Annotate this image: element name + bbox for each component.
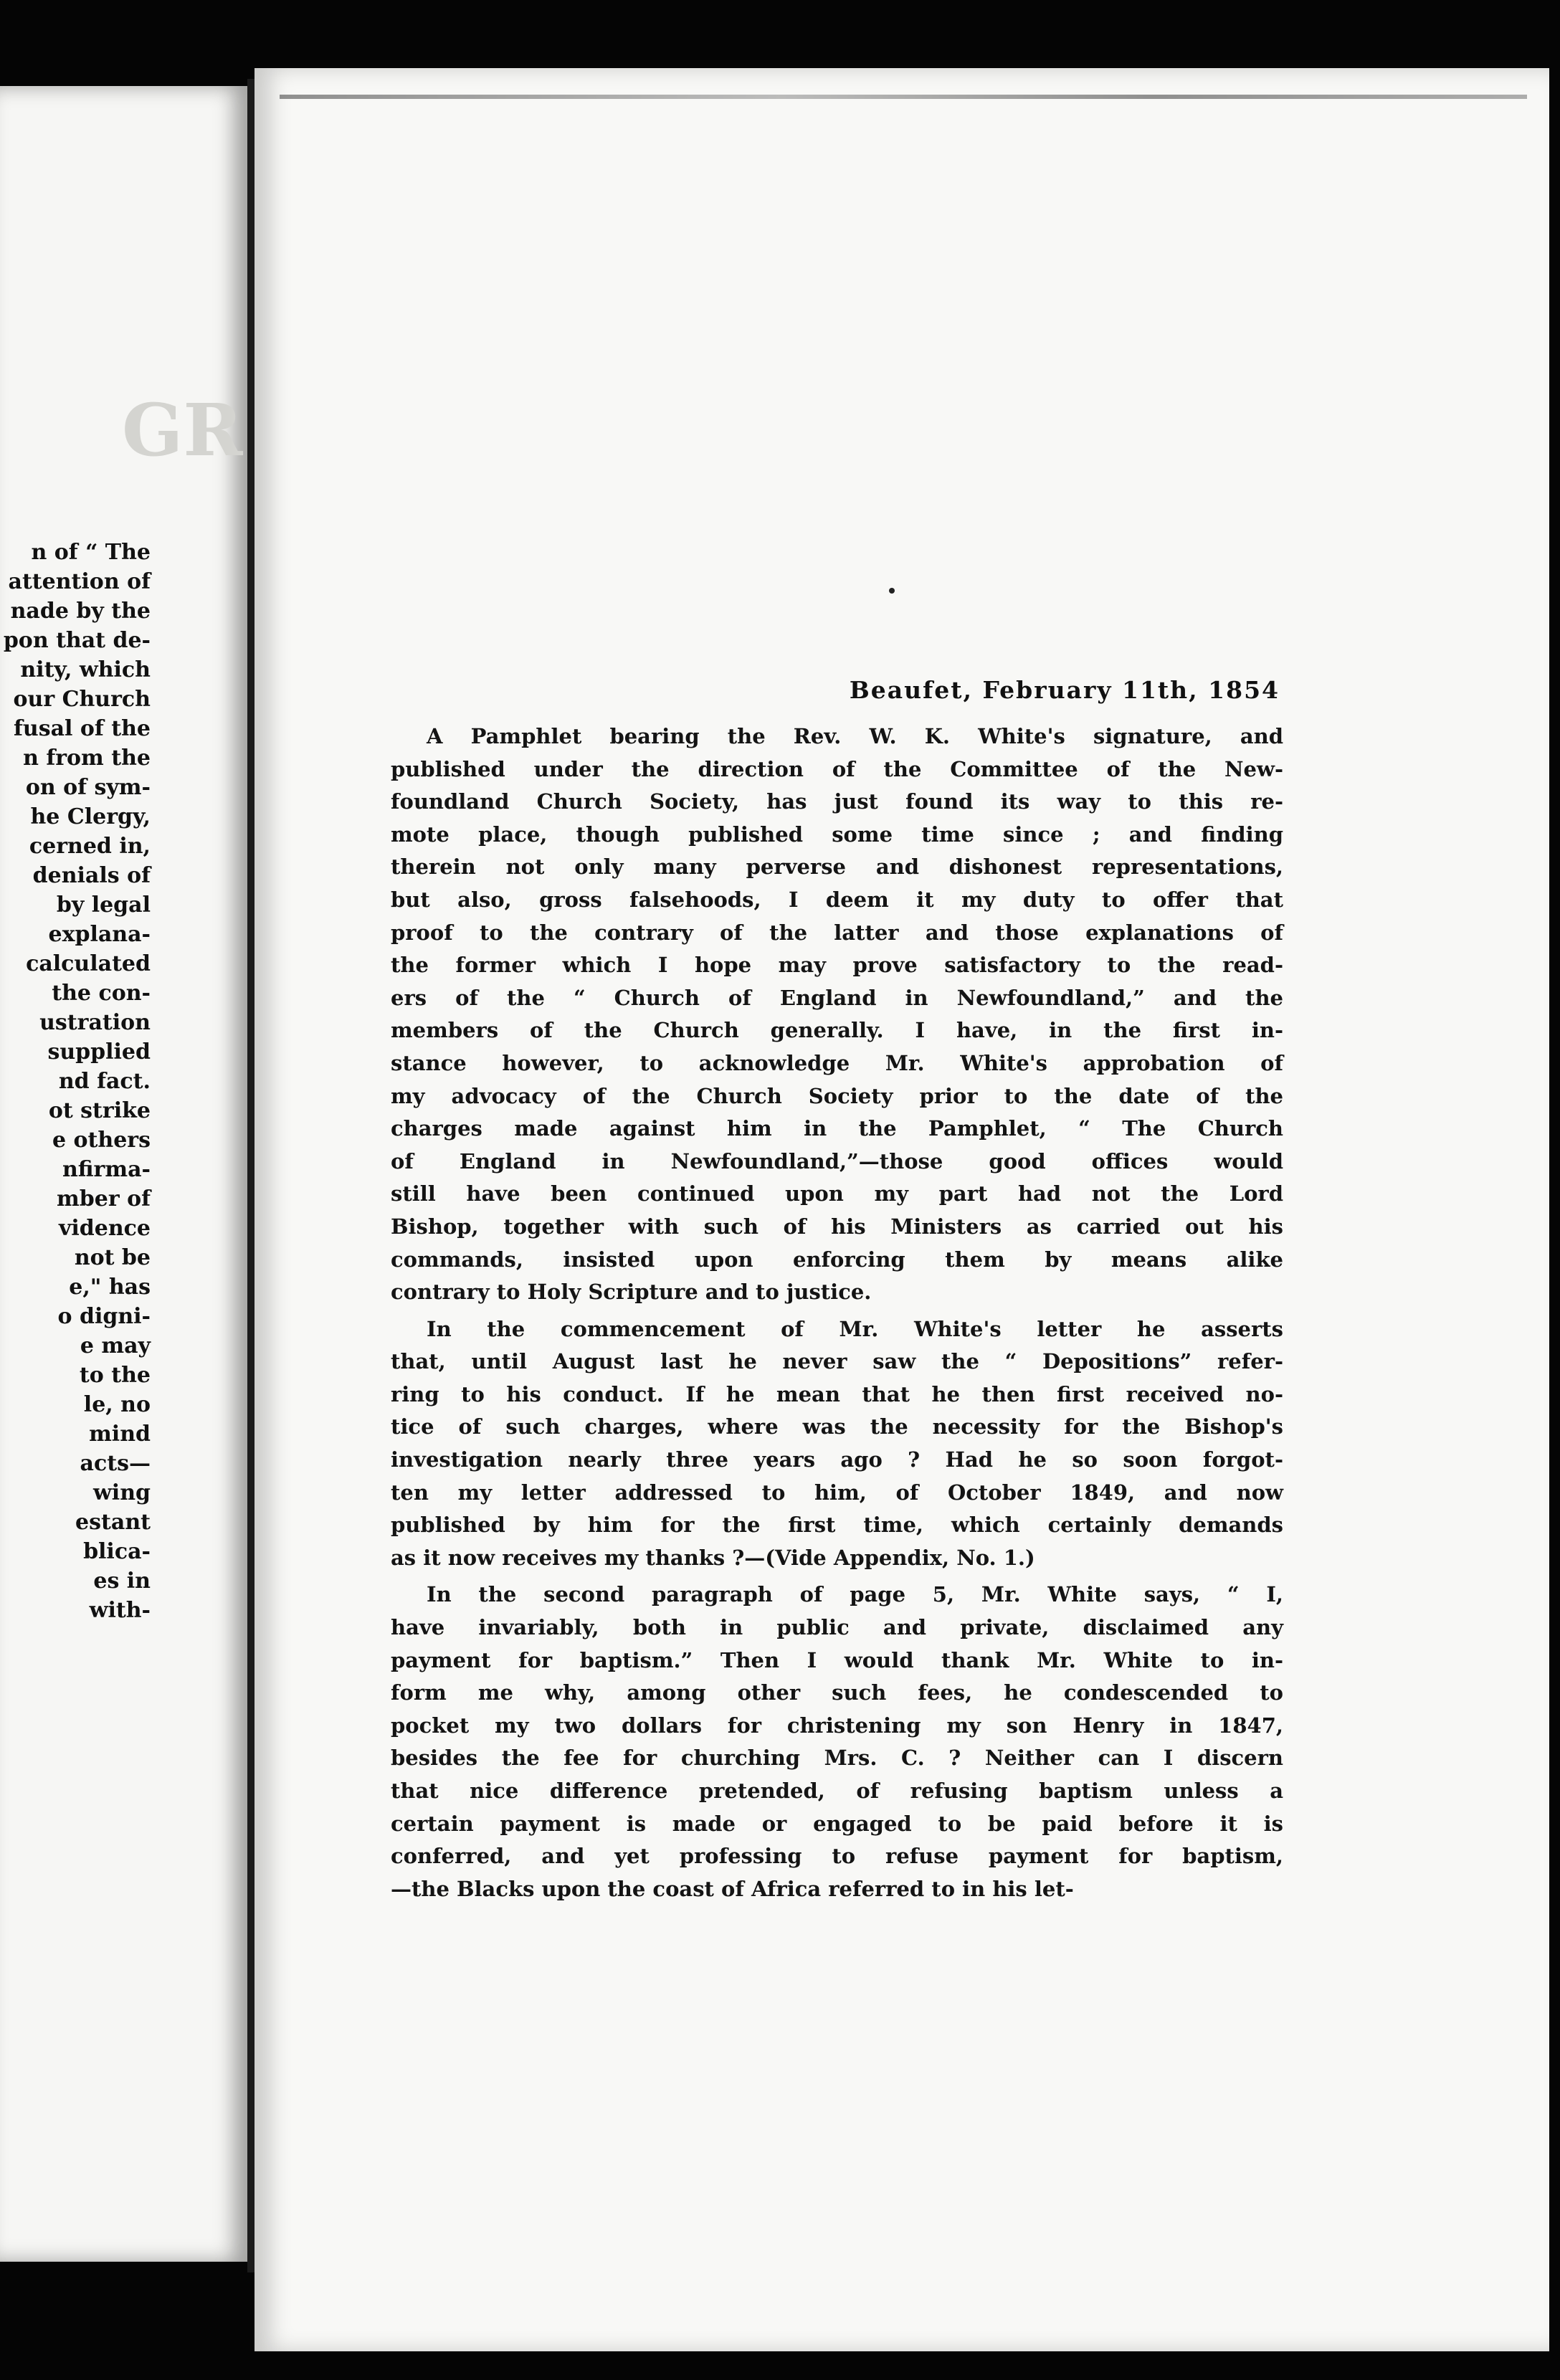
book-gutter <box>247 79 255 2272</box>
text-line: A Pamphlet bearing the Rev. W. K. White's signature, and <box>427 724 1283 748</box>
left-page-fragment: vidence <box>58 1216 151 1241</box>
left-page-fragment: attention of <box>8 569 151 594</box>
text-line: proof to the contrary of the latter and those explanations of <box>391 920 1283 945</box>
left-page-fragment: n of “ The <box>31 540 151 565</box>
text-line: published under the direction of the Committee of the New- <box>391 756 1283 781</box>
left-page-fragment: the con- <box>52 981 151 1006</box>
text-line: payment for baptism.” Then I would thank Mr. White to in- <box>391 1647 1283 1672</box>
paragraph <box>391 1313 1283 1575</box>
faint-show-through-heading: GR <box>122 388 243 472</box>
text-line: ers of the “ Church of England in Newfoundland,” and the <box>391 985 1283 1010</box>
left-page-fragment: e," has <box>69 1275 151 1300</box>
left-page-fragment: cerned in, <box>29 834 151 859</box>
left-page-fragment: not be <box>74 1245 151 1270</box>
left-page-fragment: acts— <box>80 1451 151 1476</box>
text-line: In the commencement of Mr. White's letter he asserts <box>427 1316 1283 1341</box>
left-page-fragment: nfirma- <box>62 1157 151 1182</box>
left-page-fragment: es in <box>93 1569 151 1594</box>
text-line: have invariably, both in public and private, disclaimed any <box>391 1615 1283 1640</box>
text-line: therein not only many perverse and dishonest representations, <box>391 855 1283 880</box>
text-line: of England in Newfoundland,”—those good offices would <box>391 1148 1283 1174</box>
left-page-fragment: wing <box>92 1480 151 1505</box>
body-text <box>391 720 1283 1905</box>
paragraph <box>391 1579 1283 1905</box>
text-line: conferred, and yet professing to refuse payment for baptism, <box>391 1844 1283 1869</box>
text-line: that, until August last he never saw the “ Depositions” refer- <box>391 1349 1283 1374</box>
left-page-fragment: denials of <box>32 863 151 888</box>
left-page-fragment: nade by the <box>10 599 151 624</box>
text-line: members of the Church generally. I have, in the first in- <box>391 1018 1283 1043</box>
text-line: tice of such charges, where was the necessity for the Bishop's <box>391 1414 1283 1439</box>
text-line: certain payment is made or engaged to be paid before it is <box>391 1811 1283 1836</box>
text-line: Bishop, together with such of his Ministers as carried out his <box>391 1214 1283 1239</box>
left-page-fragment: explana- <box>48 922 151 947</box>
left-page-fragment: ustration <box>39 1010 151 1035</box>
text-line: pocket my two dollars for christening my son Henry in 1847, <box>391 1713 1283 1738</box>
left-page-fragment: calculated <box>26 951 151 976</box>
left-page-fragment: le, no <box>83 1392 151 1417</box>
text-line: published by him for the first time, which certainly demands <box>391 1513 1283 1538</box>
text-line: still have been continued upon my part had not the Lord <box>391 1181 1283 1206</box>
left-page-fragment: our Church <box>13 687 151 712</box>
left-page-fragment: with- <box>89 1598 151 1623</box>
page-top-edge <box>280 95 1527 99</box>
paragraph <box>391 720 1283 1309</box>
dateline: Beaufet, February 11th, 1854 <box>849 676 1280 704</box>
left-page-fragment: e others <box>52 1128 151 1153</box>
left-page-fragment: he Clergy, <box>30 804 151 829</box>
text-line: —the Blacks upon the coast of Africa referred to in his let- <box>391 1876 1074 1901</box>
left-page <box>0 86 247 2262</box>
text-line: my advocacy of the Church Society prior to the date of the <box>391 1083 1283 1108</box>
left-page-fragment: estant <box>75 1510 151 1535</box>
text-line: form me why, among other such fees, he condescended to <box>391 1680 1283 1705</box>
text-line: stance however, to acknowledge Mr. White's approbation of <box>391 1050 1283 1075</box>
text-line: commands, insisted upon enforcing them by means alike <box>391 1247 1283 1272</box>
left-page-fragment: mber of <box>57 1186 151 1212</box>
left-page-fragment: e may <box>80 1333 151 1358</box>
left-page-fragment: by legal <box>56 892 151 918</box>
text-line: but also, gross falsehoods, I deem it my duty to offer that <box>391 887 1283 912</box>
text-line: the former which I hope may prove satisfactory to the read- <box>391 953 1283 978</box>
left-page-fragment: blica- <box>83 1539 151 1564</box>
text-line: ring to his conduct. If he mean that he then first received no- <box>391 1381 1283 1406</box>
left-page-fragment: mind <box>89 1422 151 1447</box>
left-page-fragment: ot strike <box>48 1098 151 1123</box>
left-page-fragment: fusal of the <box>13 716 151 741</box>
left-page-fragment: nity, which <box>20 657 151 682</box>
text-line: charges made against him in the Pamphlet, “ The Church <box>391 1116 1283 1141</box>
text-line: mote place, though published some time since ; and finding <box>391 822 1283 847</box>
text-line: ten my letter addressed to him, of October 1849, and now <box>391 1480 1283 1505</box>
left-page-fragment: to the <box>79 1363 151 1388</box>
text-line: that nice difference pretended, of refusing baptism unless a <box>391 1779 1283 1803</box>
text-line: as it now receives my thanks ?—(Vide Appendix, No. 1.) <box>391 1545 1035 1570</box>
text-line: investigation nearly three years ago ? Had he so soon forgot- <box>391 1447 1283 1472</box>
left-page-fragment: supplied <box>47 1039 151 1065</box>
left-page-fragment: on of sym- <box>25 775 151 800</box>
text-line: contrary to Holy Scripture and to justice. <box>391 1280 872 1305</box>
left-page-fragment: pon that de- <box>3 628 151 653</box>
stray-ink-dot <box>889 588 895 594</box>
left-page-text-fragments <box>0 538 151 1625</box>
text-line: In the second paragraph of page 5, Mr. White says, “ I, <box>427 1582 1283 1607</box>
left-page-fragment: o digni- <box>57 1304 151 1329</box>
text-line: besides the fee for churching Mrs. C. ? Neither can I discern <box>391 1746 1283 1771</box>
left-page-fragment: nd fact. <box>58 1069 151 1094</box>
left-page-fragment: n from the <box>23 746 151 771</box>
text-line: foundland Church Society, has just found its way to this re- <box>391 789 1283 814</box>
